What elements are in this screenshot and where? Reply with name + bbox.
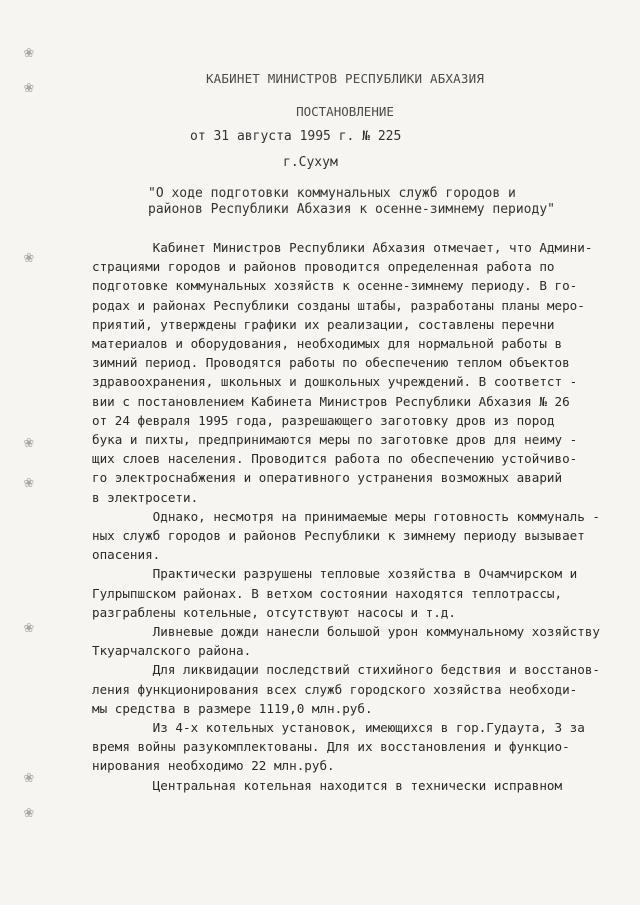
document-date-number: от 31 августа 1995 г. № 225 — [190, 129, 402, 144]
body-text-line: время войны разукомплектованы. Для их восстановления и функцио- — [92, 739, 570, 755]
body-text-line: нирования необходимо 22 млн.руб. — [92, 758, 335, 774]
body-text-line: Ткуарчалского района. — [92, 643, 252, 659]
punch-hole-mark: ❀ — [24, 617, 34, 636]
body-text-line: Ливневые дожди нанесли большой урон коммунальному хозяйству — [92, 624, 600, 640]
body-text-line: го электроснабжения и оперативного устранения возможных аварий — [92, 470, 563, 486]
body-text-line: щих слоев населения. Проводится работа по обеспечению устойчиво- — [92, 451, 578, 467]
body-text-line: родах и районах Республики созданы штабы, разработаны планы меро- — [92, 297, 585, 313]
body-text-line: вии с постановлением Кабинета Министров Республики Абхазия № 26 — [92, 393, 570, 409]
punch-hole-mark: ❀ — [24, 472, 34, 491]
document-type: ПОСТАНОВЛЕНИЕ — [296, 104, 394, 119]
document-body — [92, 238, 602, 795]
body-text-line: ления функционирования всех служб городского хозяйства необходи- — [92, 681, 578, 697]
subject-line: районов Республики Абхазия к осенне-зимнему периоду" — [148, 202, 555, 217]
organization-title: КАБИНЕТ МИНИСТРОВ РЕСПУБЛИКИ АБХАЗИЯ — [205, 71, 485, 86]
document-city: г.Сухум — [283, 155, 338, 170]
body-text-line: Гулрыпшском районах. В ветхом состоянии находятся теплотрассы, — [92, 585, 563, 601]
body-text-line: зимний период. Проводятся работы по обеспечению теплом объектов — [92, 355, 570, 371]
body-text-line: от 24 февраля 1995 года, разрешающего заготовку дров из пород — [92, 412, 555, 428]
punch-hole-mark: ❀ — [24, 432, 34, 451]
body-text-line: бука и пихты, предпринимаются меры по заготовке дров для неиму - — [92, 432, 578, 448]
body-text-line: Из 4-х котельных установок, имеющихся в гор.Гудаута, 3 за — [92, 720, 585, 736]
body-text-line: разграблены котельные, отсутствуют насосы и т.д. — [92, 604, 456, 620]
body-text-line: мы средства в размере 1119,0 млн.руб. — [92, 700, 373, 716]
document-subject — [148, 186, 588, 218]
body-text-line: приятий, утверждены графики их реализации, составлены перечни — [92, 316, 555, 332]
body-text-line: Центральная котельная находится в технически исправном — [92, 777, 563, 793]
body-text-line: страциями городов и районов проводится определенная работа по — [92, 259, 555, 275]
punch-hole-mark: ❀ — [24, 42, 34, 61]
body-text-line: Кабинет Министров Республики Абхазия отмечает, что Админи- — [92, 240, 593, 255]
body-text-line: подготовке коммунальных хозяйств к осенне-зимнему периоду. В го- — [92, 278, 578, 294]
punch-hole-mark: ❀ — [24, 77, 34, 96]
body-text-line: ных служб городов и районов Республики к зимнему периоду вызывает — [92, 528, 585, 544]
body-text-line: Однако, несмотря на принимаемые меры готовность коммуналь - — [92, 508, 600, 524]
body-text-line: в электросети. — [92, 489, 199, 505]
punch-hole-mark: ❀ — [24, 767, 34, 786]
punch-hole-mark: ❀ — [24, 802, 34, 821]
body-text-line: Практически разрушены тепловые хозяйства в Очамчирском и — [92, 566, 578, 582]
body-text-line: Для ликвидации последствий стихийного бедствия и восстанов- — [92, 662, 600, 678]
body-text-line: опасения. — [92, 547, 161, 563]
subject-line: "О ходе подготовки коммунальных служб городов и — [148, 186, 516, 201]
body-text-line: здравоохранения, школьных и дошкольных учреждений. В соответст - — [92, 374, 578, 390]
punch-hole-marks — [24, 30, 54, 850]
punch-hole-mark: ❀ — [24, 247, 34, 266]
body-text-line: материалов и оборудования, необходимых для нормальной работы в — [92, 336, 563, 352]
